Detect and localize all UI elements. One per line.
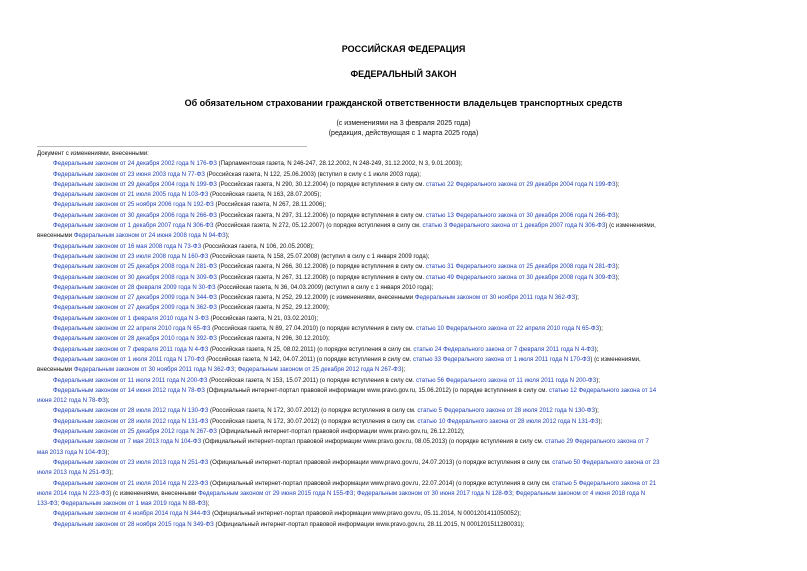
law-reference-link[interactable]: статью 49 Федерального закона от 30 декабря 2008 года N 309-ФЗ <box>425 273 616 281</box>
law-reference-link[interactable]: статью 10 Федерального закона от 22 апреля 2010 года N 65-ФЗ <box>415 325 600 333</box>
law-reference-link[interactable]: Федеральным законом от 24 декабря 2002 года N 176-ФЗ <box>53 160 217 168</box>
law-reference-link[interactable]: статью 3 Федерального закона от 1 декабря 2007 года N 306-ФЗ <box>422 222 606 230</box>
amendment-line <box>37 417 770 427</box>
law-reference-link[interactable]: Федеральным законом от 30 июня 2017 года N 128-ФЗ <box>356 489 513 497</box>
law-reference-link[interactable]: Федеральным законом от 24 июня 2008 года N 94-ФЗ <box>73 232 226 240</box>
law-reference-link[interactable]: Федеральным законом от 29 декабря 2004 года N 199-ФЗ <box>53 180 217 188</box>
law-reference-link[interactable]: Федеральным законом от 28 июля 2012 года N 130-ФЗ <box>53 407 209 415</box>
amendment-text: (Российская газета, N 153, 15.07.2011) (о порядке вступления в силу см. <box>207 376 416 384</box>
law-reference-link[interactable]: Федеральным законом от 21 июля 2014 года N 223-ФЗ <box>53 479 209 487</box>
law-reference-link[interactable]: Федеральным законом от 30 декабря 2008 года N 309-ФЗ <box>53 273 217 281</box>
separator-rule <box>37 146 307 147</box>
document-title: Об обязательном страховании гражданской ответственности владельцев транспортных средств <box>184 98 623 108</box>
law-reference-link[interactable]: Федеральным законом от 14 июня 2012 года N 78-ФЗ <box>53 386 205 394</box>
amendment-line <box>37 262 770 272</box>
amendment-line <box>37 479 770 489</box>
amendment-text: ); <box>401 366 406 374</box>
law-reference-link[interactable]: статью 5 Федерального закона от 21 <box>552 479 657 487</box>
amendment-line-continuation <box>37 231 770 241</box>
amendment-text: ; <box>512 489 516 497</box>
amendment-text: ); <box>105 448 110 456</box>
law-reference-link[interactable]: статью 5 Федерального закона от 28 июля 2012 года N 130-ФЗ <box>417 407 596 415</box>
amendment-line <box>37 458 770 468</box>
edition-note: (редакция, действующая с 1 марта 2025 года) <box>328 130 479 137</box>
amendment-text: (Официальный интернет-портал правовой информации www.pravo.gov.ru, 15.06.2012) (о порядке вступления в силу см. <box>204 386 549 394</box>
amendment-text: ); <box>596 376 600 384</box>
amendment-text: (Российская газета, N 25, 08.02.2011) (о порядке вступления в силу см. <box>208 345 414 353</box>
amendments-list <box>37 149 770 530</box>
amendment-line <box>37 520 770 530</box>
law-reference-link[interactable]: Федеральным законом от 23 июня 2003 года N 77-ФЗ <box>53 170 205 178</box>
law-reference-link[interactable]: Федеральным законом от 21 июля 2005 года N 103-ФЗ <box>53 191 209 199</box>
law-reference-link[interactable]: Федеральным законом от 1 февраля 2010 года N 3-ФЗ <box>53 314 209 322</box>
amendment-text: (Российская газета, N 172, 30.07.2012) (о порядке вступления в силу см. <box>208 417 418 425</box>
law-reference-link[interactable]: Федеральным законом от 25 декабря 2008 года N 281-ФЗ <box>53 263 217 271</box>
amendment-line <box>37 509 770 519</box>
country-heading: РОССИЙСКАЯ ФЕДЕРАЦИЯ <box>341 44 466 54</box>
amendment-line-continuation <box>37 468 770 478</box>
law-reference-link[interactable]: Федеральным законом от 16 мая 2008 года N 73-ФЗ <box>53 242 202 250</box>
amendment-line-continuation <box>37 396 770 406</box>
law-reference-link[interactable]: Федеральным законом от 30 ноября 2011 года N 362-ФЗ <box>414 294 576 302</box>
law-reference-link[interactable]: статью 56 Федерального закона от 11 июля 2011 года N 200-ФЗ <box>415 376 597 384</box>
law-reference-link[interactable]: Федеральным законом от 4 июня 2018 года N <box>515 489 646 497</box>
amendment-line <box>37 283 770 293</box>
amendment-text: ); <box>594 345 599 353</box>
law-reference-link[interactable]: статью 10 Федерального закона от 28 июля 2012 года N 131-ФЗ <box>417 417 599 425</box>
amendment-text: (Российская газета, N 122, 25.06.2003) (вступил в силу с 1 июля 2003 года); <box>204 170 421 178</box>
amendment-line <box>37 386 770 396</box>
law-reference-link[interactable]: Федеральным законом от 27 декабря 2009 года N 344-ФЗ <box>53 294 217 302</box>
amendment-line <box>37 293 770 303</box>
amendment-text: (Российская газета, N 296, 30.12.2010); <box>216 335 330 343</box>
amendment-line-continuation <box>37 489 770 499</box>
amendment-text: ; <box>353 489 357 497</box>
amendment-line <box>37 427 770 437</box>
amendment-text: (Российская газета, N 172, 30.07.2012) (о порядке вступления в силу см. <box>208 407 418 415</box>
amendment-text: ); <box>615 273 620 281</box>
amendment-text: ; <box>234 366 238 374</box>
law-reference-link[interactable]: Федеральным законом от 28 июля 2012 года N 131-ФЗ <box>53 417 209 425</box>
amendment-text: (Российская газета, N 21, 03.02.2010); <box>208 314 319 322</box>
amendment-line <box>37 180 770 190</box>
amendment-line <box>37 303 770 313</box>
amendment-text: (Официальный интернет-портал правовой информации www.pravo.gov.ru, 08.05.2013) (о порядке вступления в силу см. <box>201 438 546 446</box>
law-reference-link[interactable]: Федеральным законом от 28 февраля 2009 года N 30-ФЗ <box>53 283 216 291</box>
law-reference-link[interactable]: статью 22 Федерального закона от 29 декабря 2004 года N 199-ФЗ <box>425 180 616 188</box>
law-reference-link[interactable]: июля 2013 года N 251-ФЗ <box>37 469 110 477</box>
amendment-line-continuation <box>37 448 770 458</box>
amendment-line <box>37 376 770 386</box>
law-reference-link[interactable]: Федеральным законом от 30 ноября 2011 года N 362-ФЗ <box>73 366 235 374</box>
amendment-text: (Российская газета, N 252, 29.12.2009) (с изменениями, внесенными <box>216 294 415 302</box>
amendment-line <box>37 190 770 200</box>
law-reference-link[interactable]: июля 2014 года N 223-ФЗ <box>37 489 110 497</box>
amendment-line <box>37 406 770 416</box>
amendment-text: (Официальный интернет-портал правовой информации www.pravo.gov.ru, 22.07.2014) (о порядке вступления в силу см. <box>208 479 553 487</box>
law-reference-link[interactable]: Федеральным законом от 22 апреля 2010 года N 65-ФЗ <box>53 325 211 333</box>
amendment-line <box>37 273 770 283</box>
amendment-text: (Официальный интернет-портал правовой информации www.pravo.gov.ru, 05.11.2014, N 0001201411050052); <box>210 510 521 518</box>
law-reference-link[interactable]: Федеральным законом от 7 февраля 2011 года N 4-ФЗ <box>53 345 209 353</box>
amendment-text: (Российская газета, N 252, 29.12.2009); <box>216 304 330 312</box>
amendment-line <box>37 437 770 447</box>
law-reference-link[interactable]: статью 31 Федерального закона от 25 декабря 2008 года N 281-ФЗ <box>425 263 616 271</box>
law-reference-link[interactable]: Федеральным законом от 28 декабря 2010 года N 392-ФЗ <box>53 335 217 343</box>
amendment-text: ); <box>599 325 603 333</box>
amendment-text: (Российская газета, N 297, 31.12.2006) (о порядке вступления в силу см. <box>216 211 426 219</box>
amendment-line-continuation <box>37 499 770 509</box>
amendment-text: (Официальный интернет-портал правовой информации www.pravo.gov.ru, 24.07.2013) (о порядке вступления в силу см. <box>208 458 553 466</box>
law-reference-link[interactable]: Федеральным законом от 1 июля 2011 года N 170-ФЗ <box>53 355 205 363</box>
amendment-text: (Российская газета, N 142, 04.07.2011) (о порядке вступления в силу см. <box>204 355 414 363</box>
amendment-text: (Официальный интернет-портал правовой информации www.pravo.gov.ru, 26.12.2012); <box>216 428 465 436</box>
amendments-list-heading: Документ с изменениями, внесенными: <box>37 150 149 157</box>
amendment-text: (Российская газета, N 290, 30.12.2004) (о порядке вступления в силу см. <box>216 180 426 188</box>
law-reference-link[interactable]: Федеральным законом от 11 июля 2011 года N 200-ФЗ <box>53 376 208 384</box>
amendment-line <box>37 242 770 252</box>
amendment-text: ); <box>109 469 113 477</box>
law-reference-link[interactable]: Федеральным законом от 28 ноября 2015 года N 349-ФЗ <box>53 520 214 528</box>
amendment-text: (Российская газета, N 267, 28.11.2006); <box>213 201 327 209</box>
amendment-line <box>37 221 770 231</box>
document-type-heading: ФЕДЕРАЛЬНЫЙ ЗАКОН <box>350 69 457 79</box>
amendment-line <box>37 314 770 324</box>
amendment-line-continuation <box>37 365 770 375</box>
amendment-line <box>37 355 770 365</box>
amendment-text: ); <box>205 500 210 508</box>
law-reference-link[interactable]: Федеральным законом от 1 мая 2019 года N 88-ФЗ <box>60 500 206 508</box>
amendment-text: (Российская газета, N 272, 05.12.2007) (о порядке вступления в силу см. <box>213 222 423 230</box>
amendment-line <box>37 170 770 180</box>
amendment-text: ); <box>105 397 110 405</box>
law-reference-link[interactable]: статью 29 Федерального закона от 7 <box>545 438 649 446</box>
amendment-text: ) (с изменениями, внесенными <box>109 489 199 497</box>
law-reference-link[interactable]: статью 50 Федерального закона от 23 <box>552 458 660 466</box>
amendment-text: внесенными <box>37 232 74 240</box>
law-reference-link[interactable]: Федеральным законом от 29 июня 2015 года N 155-ФЗ <box>198 489 354 497</box>
amendment-line <box>37 334 770 344</box>
law-reference-link[interactable]: Федеральным законом от 25 декабря 2012 года N 267-ФЗ <box>237 366 402 374</box>
amendment-text: ); <box>225 232 230 240</box>
amendment-text: ); <box>615 180 620 188</box>
law-reference-link[interactable]: статью 24 Федерального закона от 7 февраля 2011 года N 4-ФЗ <box>413 345 595 353</box>
amendment-text: (Российская газета, N 36, 04.03.2009) (вступил в силу с 1 января 2010 года); <box>215 283 434 291</box>
amendment-text: (Российская газета, N 163, 28.07.2005); <box>208 191 322 199</box>
law-reference-link[interactable]: 133-ФЗ <box>37 500 58 508</box>
law-reference-link[interactable]: Федеральным законом от 25 декабря 2012 года N 267-ФЗ <box>53 428 217 436</box>
law-reference-link[interactable]: Федеральным законом от 25 ноября 2006 года N 192-ФЗ <box>53 201 214 209</box>
amendment-text: (Российская газета, N 89, 27.04.2010) (о порядке вступления в силу см. <box>210 325 416 333</box>
amendment-text: ; <box>57 500 61 508</box>
law-reference-link[interactable]: Федеральным законом от 23 июля 2008 года N 160-ФЗ <box>53 252 209 260</box>
amendment-line <box>37 200 770 210</box>
amendment-text: (Российская газета, N 267, 31.12.2008) (о порядке вступления в силу см. <box>216 273 426 281</box>
amendment-text: (Российская газета, N 106, 20.05.2008); <box>201 242 314 250</box>
law-reference-link[interactable]: Федеральным законом от 27 декабря 2009 года N 362-ФЗ <box>53 304 217 312</box>
amendment-text: ); <box>598 417 603 425</box>
amendments-note: (с изменениями на 3 февраля 2025 года) <box>336 120 471 127</box>
amendment-text: ); <box>615 263 620 271</box>
law-reference-link[interactable]: статью 13 Федерального закона от 30 декабря 2006 года N 266-ФЗ <box>425 211 616 219</box>
amendment-text: (Парламентская газета, N 246-247, 28.12.2002, N 248-249, 31.12.2002, N 3, 9.01.2003); <box>216 160 463 168</box>
law-reference-link[interactable]: Федеральным законом от 30 декабря 2006 года N 266-ФЗ <box>53 211 217 219</box>
amendment-text: ) (с изменениями, <box>605 222 656 230</box>
law-reference-link[interactable]: Федеральным законом от 23 июля 2013 года N 251-ФЗ <box>53 458 209 466</box>
amendment-text: (Официальный интернет-портал правовой информации www.pravo.gov.ru, 28.11.2015, N 0001201511280031); <box>213 520 525 528</box>
amendment-text: ); <box>595 407 599 415</box>
amendment-line <box>37 252 770 262</box>
law-reference-link[interactable]: Федеральным законом от 7 мая 2013 года N 104-ФЗ <box>53 438 202 446</box>
law-reference-link[interactable]: статью 12 Федерального закона от 14 <box>548 386 657 394</box>
amendment-text: ); <box>575 294 579 302</box>
amendment-text: ); <box>615 211 620 219</box>
law-reference-link[interactable]: мая 2013 года N 104-ФЗ <box>37 448 106 456</box>
amendments-entries <box>37 159 770 530</box>
amendment-line <box>37 159 770 169</box>
amendment-text: (Российская газета, N 266, 30.12.2008) (о порядке вступления в силу см. <box>216 263 426 271</box>
law-reference-link[interactable]: июня 2012 года N 78-ФЗ <box>37 397 106 405</box>
amendment-line <box>37 211 770 221</box>
law-reference-link[interactable]: статью 33 Федерального закона от 1 июля 2011 года N 170-ФЗ <box>413 355 591 363</box>
amendment-line <box>37 345 770 355</box>
law-reference-link[interactable]: Федеральным законом от 1 декабря 2007 года N 306-ФЗ <box>53 222 214 230</box>
amendment-line <box>37 324 770 334</box>
amendment-text: внесенными <box>37 366 74 374</box>
amendment-text: ) (с изменениями, <box>590 355 641 363</box>
law-reference-link[interactable]: Федеральным законом от 4 ноября 2014 года N 344-ФЗ <box>53 510 211 518</box>
amendment-text: (Российская газета, N 158, 25.07.2008) (вступил в силу с 1 января 2009 года); <box>208 252 430 260</box>
